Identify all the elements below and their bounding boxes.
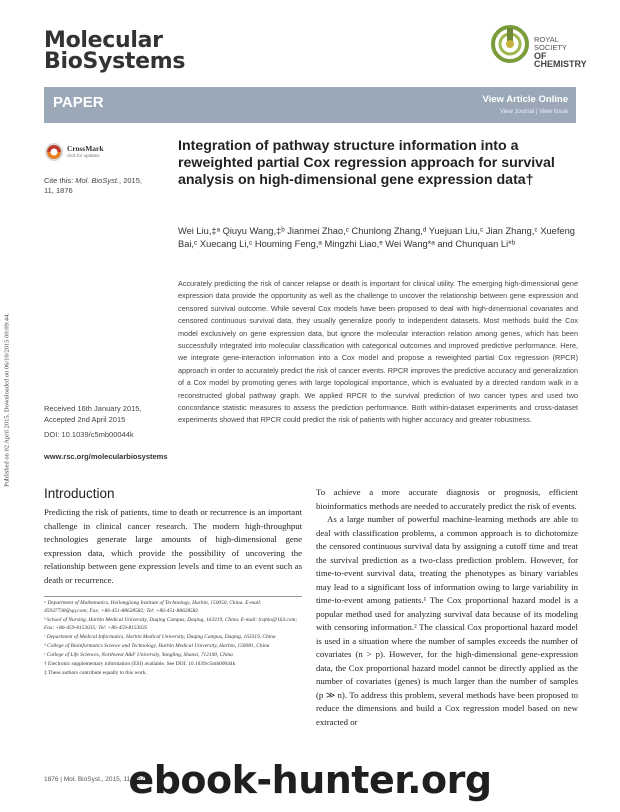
view-journal-issue-links[interactable]: View Journal | View Issue <box>499 109 568 115</box>
footnote-esi: † Electronic supplementary information (ESI) available. See DOI: 10.1039/c5mb00044k <box>44 661 236 668</box>
right-column <box>316 486 578 729</box>
citation-info <box>44 176 164 196</box>
abstract: Accurately predicting the risk of cancer relapse or death is important for clinical utility. The emerging high-dimensional gene expression data provide the opportunity as well as the challenge to uncover the relationship between gene expression and censored survival outcome. While several Cox models have been proposed to deal with high-dimensional covariates and censored continuous survival data, they usually generalize poorly to independent datasets. Most methods build the Cox model exclusively on gene expression data, but ignore the molecular interaction relation among genes, which has been successfully integrated into molecular classification with categorical outcomes and improved predictive performance. Here, we integrate gene-interaction information into a Cox model and propose a reweighted partial Cox regression (RPCR) approach in order to accurately predict the risk of cancer events. RPCR improves the predictive accuracy and generalization of a Cox model by promoting genes with large topological importance, which is evaluated by a directed random walk in a reconstructed global pathway graph. We applied RPCR to the survival prediction of two cancer types and used two concordance statistic measures to assess the prediction performance. Both within-dataset experiments and cross-dataset experiments showed that RPCR could predict the risk of patients with higher accuracy and greater robustness. <box>178 279 578 425</box>
publication-sidebar <box>2 220 12 580</box>
footnote-affil-b: ᵇ School of Nursing, Harbin Medical University, Daqing Campus, Daqing, 163319, China. E-mail: lcqbio@163.com; Fax: +86-459-8153035; Tel: +86-459-8153035 <box>44 617 298 631</box>
author-list: Wei Liu,‡ᵃ Qiuyu Wang,‡ᵇ Jianmei Zhao,ᶜ Chunlong Zhang,ᵈ Yuejuan Liu,ᶜ Jian Zhang,ᶜ Xuefeng Bai,ᶜ Xuecang Li,ᶜ Houming Feng,ᵃ Mingzhi Liao,ᵉ Wei Wang*ᵃ and Chunquan Li*ᵇ <box>178 226 575 250</box>
footnote-divider <box>44 596 302 597</box>
download-notice: Published on 02 April 2015. Downloaded on 06/10/2015 00:09:44. <box>3 313 11 487</box>
footnote-affil-c: ᶜ Department of Medical Informatics, Harbin Medical University, Daqing Campus, Daqing, 163319, China <box>44 634 276 640</box>
received-dates <box>44 404 169 425</box>
footnote-affil-a: ᵃ Department of Mathematics, Heilongjiang Institute of Technology, Harbin, 150050, China. E-mail: 45937738@qq.com; Fax: +86-451-88628582; Tel: +86-451-88628582 <box>44 600 262 614</box>
crossmark-icon <box>44 142 64 162</box>
journal-title <box>44 30 185 72</box>
footnotes <box>44 600 302 679</box>
journal-title-line1: Molecular <box>44 28 163 53</box>
crossmark-sub: click for updates <box>67 153 100 158</box>
cite-label: Cite this: <box>44 176 76 185</box>
rsc-name-line1: ROYAL SOCIETY <box>534 35 567 52</box>
doi[interactable]: DOI: 10.1039/c5mb00044k <box>44 430 134 439</box>
footnote-affil-e: ᵉ College of Life Sciences, Northwest A&F University, Yangling, Shanxi, 712100, China <box>44 652 233 659</box>
footnote-equal-contribution: ‡ These authors contribute equally to this work. <box>44 670 147 677</box>
cite-year: , 2015, <box>119 176 142 185</box>
cite-journal: Mol. BioSyst. <box>75 176 120 185</box>
page-footer: 1876 | Mol. BioSyst., 2015, 11, 1876 <box>44 776 149 783</box>
journal-title-line2: BioSystems <box>44 49 186 74</box>
article-type: PAPER <box>53 94 104 111</box>
received-date: Received 16th January 2015, <box>44 404 142 413</box>
right-paragraph-2: As a large number of powerful machine-learning methods are able to deal with classification problems, a common approach is to dichotomize the censored continuous survival data by assigning a cutoff time and treat the survival prediction as a two-class prediction problem. However, for time-to-event survival data, treating the phenotypes as binary variables may lead to a significant loss of information owing to large variability in time-to-event among patients.¹ The Cox proportional hazard model is a popular method used for analyzing survival data because of its modeling with censoring information.² The classical Cox proportional hazard model is used in a situation where the number of samples exceeds the number of covariates (n > p). However, for the high-dimensional gene-expression data, the Cox proportional hazard model cannot be directly applied as the number of covariates (genes) is much larger than the number of samples (p ≫ n). To address this problem, several methods have been proposed to reduce the dimensions and build a Cox regression model based on new extracted or <box>316 514 578 727</box>
article-title: Integration of pathway structure information into a reweighted partial Cox regression approach for survival analysis on high-dimensional gene expression data† <box>178 138 555 188</box>
right-paragraph-1: To achieve a more accurate diagnosis or prognosis, efficient bioinformatics methods are needed to accurately predict the risk of events. <box>316 487 578 511</box>
cite-volume: 11, 1876 <box>44 186 73 195</box>
journal-website-link[interactable]: www.rsc.org/molecularbiosystems <box>44 452 168 461</box>
view-article-online-link[interactable]: View Article Online <box>482 94 568 105</box>
footnote-affil-d: ᵈ College of Bioinformatics Science and Technology, Harbin Medical University, Harbin, 150081, China <box>44 643 270 650</box>
crossmark-badge[interactable] <box>44 142 154 164</box>
rsc-logo <box>490 18 587 78</box>
rsc-crest-icon <box>490 24 530 64</box>
watermark: ebook-hunter.org <box>128 758 492 802</box>
accepted-date: Accepted 2nd April 2015 <box>44 414 126 424</box>
article-type-banner <box>44 87 576 123</box>
introduction-heading: Introduction <box>44 486 115 501</box>
crossmark-label: CrossMark <box>67 144 104 153</box>
rsc-name-line2: OF CHEMISTRY <box>534 51 587 69</box>
introduction-paragraph: Predicting the risk of patients, time to death or recurrence is an important challenge in clinical cancer research. The modern high-throughput technologies generate large amounts of high-dimensional gene expression data, which provide the possibility of uncovering the relationship between gene expression levels and time to an event such as death or recurrence. <box>44 507 302 585</box>
